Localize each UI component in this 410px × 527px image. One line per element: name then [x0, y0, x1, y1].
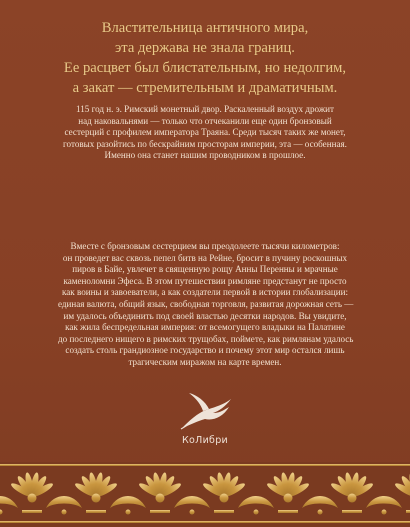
paragraph-line: Именно она станет нашим проводником в прошлое.	[104, 150, 306, 161]
palmette-base	[406, 510, 410, 513]
palmette-base	[278, 510, 298, 513]
ornament-dot	[62, 510, 67, 515]
ornament-dot	[254, 510, 259, 515]
paragraph-line: над наковальнями — только что отчеканили еще один бронзовый	[78, 115, 332, 126]
paragraph-line: сестерций с профилем императора Траяна. Среди тысяч таких же монет,	[64, 127, 346, 138]
paragraph-line: им удалось объединить под своей властью десятки народов. Вы увидите,	[63, 310, 347, 321]
headline-line: Властительница античного мира,	[101, 20, 309, 36]
headline-line: а закат — стремительным и драматичным.	[72, 80, 338, 96]
palmette-center	[28, 494, 37, 503]
gold-ornament-border	[0, 462, 410, 527]
paragraph-line: готовых разойтись по бескрайним просторам империи, эта — особенная.	[63, 138, 347, 149]
paragraph-line: 115 год н. э. Римский монетный двор. Раскаленный воздух дрожит	[76, 104, 334, 114]
palmette-center	[284, 494, 293, 503]
ornament-dot	[318, 510, 323, 515]
hummingbird-icon	[165, 387, 245, 435]
palmette-center	[92, 494, 101, 503]
intro-paragraph	[58, 104, 352, 162]
paragraph-line: создать столь грандиозное государство и почему этот мир остался лишь	[65, 345, 345, 356]
palmette-base	[86, 510, 106, 513]
ornament-dot	[382, 510, 387, 515]
palmette-center	[348, 494, 357, 503]
headline-line: Ее расцвет был блистательным, но недолгим,	[63, 60, 347, 76]
paragraph-line: каменоломни Эфеса. В этом путешествии римляне предстанут не просто	[63, 275, 347, 286]
palmette-center	[220, 494, 229, 503]
palmette-base	[342, 510, 362, 513]
paragraph-line: единая валюта, общий язык, свободная торговля, развитая дорожная сеть —	[58, 298, 354, 309]
publisher-logo	[165, 387, 245, 459]
paragraph-line: до последнего нищего в римских трущобах, поймете, как римлянам удалось	[58, 333, 354, 344]
palmette-base	[214, 510, 234, 513]
palmette-center	[156, 494, 165, 503]
headline-line: эта держава не знала границ.	[115, 40, 295, 56]
description-paragraph	[58, 241, 352, 369]
paragraph-line: Вместе с бронзовым сестерцием вы преодолеете тысячи километров:	[70, 241, 340, 251]
headline-block	[40, 18, 370, 98]
publisher-name: КоЛибри	[181, 435, 229, 446]
ornament-dot	[126, 510, 131, 515]
palmette-base	[150, 510, 170, 513]
ornament-dot	[190, 510, 195, 515]
paragraph-line: трагическим миражом на карте времен.	[128, 356, 282, 367]
paragraph-line: пиров в Байе, увлечет в священную рощу Анны Перенны и мрачные	[72, 264, 338, 275]
paragraph-line: как воины и завоеватели, а как создатели первой в истории глобализации:	[61, 287, 349, 298]
palmette-base	[22, 510, 42, 513]
paragraph-line: как жила беспредельная империя: от всемогущего владыки на Палатине	[65, 322, 345, 333]
paragraph-line: он проведет вас сквозь пепел битв на Рейне, бросит в пучину роскошных	[62, 252, 348, 263]
